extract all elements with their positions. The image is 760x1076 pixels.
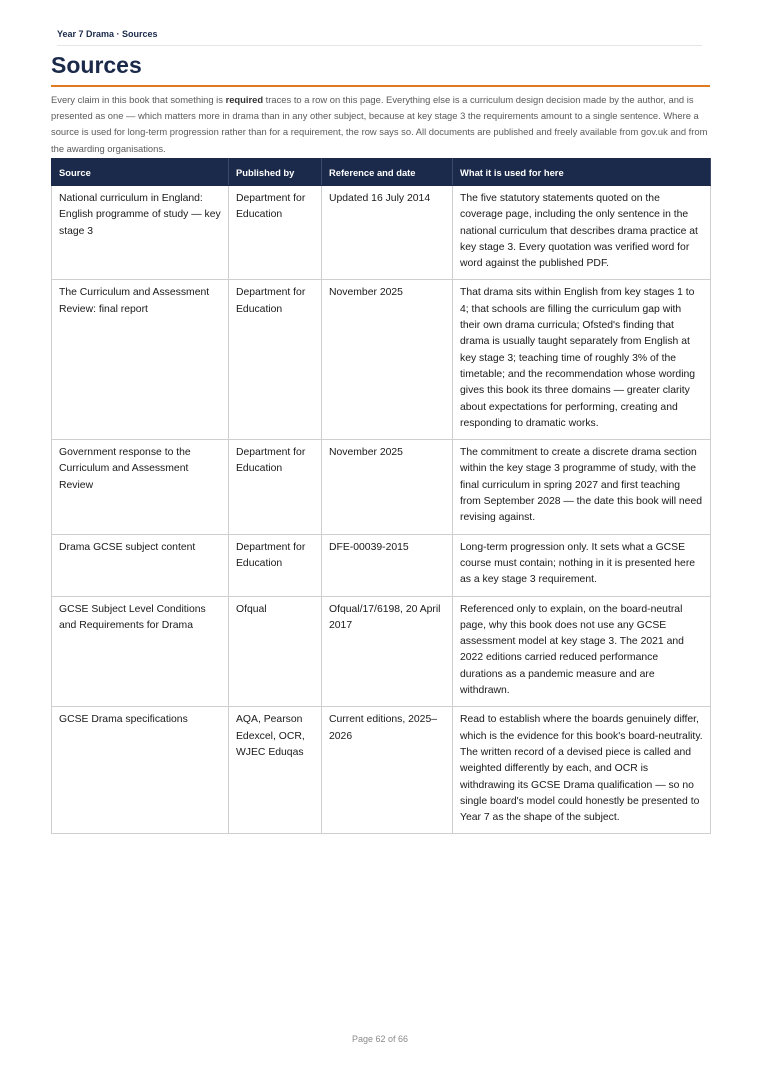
intro-text-end: traces to a row on this page. Everything else is a curriculum design decision made by the author, and is presented as one — which matters more in drama than in any other subject, because at key stage 3 the requirements amount to a single sentence. Where a source is used for long-term progression rather than for a requirement, the row says so. All documents are published and freely available from gov.uk and from the awarding organisations. (51, 94, 708, 154)
cell-source: GCSE Drama specifications (52, 707, 229, 834)
intro-paragraph (51, 92, 710, 157)
cell-source: The Curriculum and Assessment Review: final report (52, 280, 229, 440)
cell-publisher: AQA, Pearson Edexcel, OCR, WJEC Eduqas (229, 707, 322, 834)
column-header-source: Source (52, 159, 229, 186)
table-row (52, 596, 711, 707)
column-header-reference: Reference and date (322, 159, 453, 186)
table-row (52, 440, 711, 534)
page-number: Page 62 of 66 (351, 1034, 409, 1044)
column-header-publisher: Published by (229, 159, 322, 186)
cell-publisher: Department for Education (229, 534, 322, 596)
cell-reference: Current editions, 2025–2026 (322, 707, 453, 834)
intro-emphasis: required (225, 94, 264, 105)
cell-reference: November 2025 (322, 280, 453, 440)
cell-publisher: Department for Education (229, 440, 322, 534)
intro-text-start: Every claim in this book that something is (51, 94, 226, 105)
cell-source: GCSE Subject Level Conditions and Requirements for Drama (52, 596, 229, 707)
table-row (52, 707, 711, 834)
table-header-row (52, 159, 711, 186)
column-header-use: What it is used for here (453, 159, 711, 186)
cell-reference: DFE-00039-2015 (322, 534, 453, 596)
page-title: Sources (51, 52, 710, 87)
cell-use: That drama sits within English from key stages 1 to 4; that schools are filling the curriculum gap with their own drama curricula; Ofsted's finding that drama is usually taught separately from English at key stage 3; teaching time of roughly 3% of the timetable; and the recommendation whose wording gives this book its three domains — greater clarity about expectations for performing, creating and responding to dramatic works. (453, 280, 711, 440)
cell-use: Long-term progression only. It sets what a GCSE course must contain; nothing in it is presented here as a key stage 3 requirement. (453, 534, 711, 596)
running-header: Year 7 Drama · Sources (57, 29, 702, 46)
cell-source: Government response to the Curriculum and Assessment Review (52, 440, 229, 534)
table-row (52, 534, 711, 596)
cell-publisher: Ofqual (229, 596, 322, 707)
cell-reference: Updated 16 July 2014 (322, 186, 453, 280)
cell-reference: Ofqual/17/6198, 20 April 2017 (322, 596, 453, 707)
cell-reference: November 2025 (322, 440, 453, 534)
table-row (52, 186, 711, 280)
cell-source: Drama GCSE subject content (52, 534, 229, 596)
cell-publisher: Department for Education (229, 280, 322, 440)
table-row (52, 280, 711, 440)
cell-use: The five statutory statements quoted on the coverage page, including the only sentence in the national curriculum that describes drama practice at key stage 3. Every quotation was verified word for word against the published PDF. (453, 186, 711, 280)
sources-table (51, 158, 711, 834)
cell-source: National curriculum in England: English programme of study — key stage 3 (52, 186, 229, 280)
cell-use: Referenced only to explain, on the board-neutral page, why this book does not use any GCSE assessment model at key stage 3. The 2021 and 2022 editions carried reduced performance durations as a pandemic measure and are withdrawn. (453, 596, 711, 707)
cell-use: Read to establish where the boards genuinely differ, which is the evidence for this book's board-neutrality. The written record of a devised piece is called and weighted differently by each, and OCR is withdrawing its GCSE Drama qualification — so no single board's model could honestly be presented to Year 7 as the shape of the subject. (453, 707, 711, 834)
cell-publisher: Department for Education (229, 186, 322, 280)
cell-use: The commitment to create a discrete drama section within the key stage 3 programme of study, with the final curriculum in spring 2027 and first teaching from September 2028 — the date this book will need revising against. (453, 440, 711, 534)
